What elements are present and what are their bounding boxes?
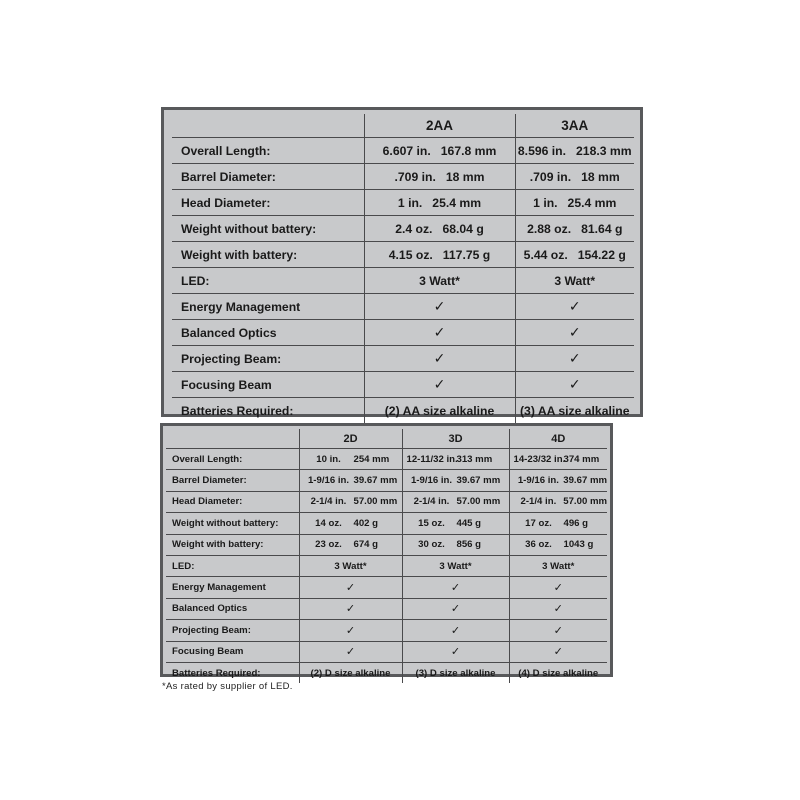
imperial-value: 2-1/4 in.: [520, 496, 557, 508]
checkmark-icon: ✓: [450, 581, 461, 595]
spec-value-cell: [299, 555, 402, 576]
feature-check-cell: [515, 320, 634, 346]
row-label: Barrel Diameter:: [166, 470, 299, 491]
feature-check-cell: [364, 294, 515, 320]
row-label: Head Diameter:: [172, 190, 364, 216]
spec-value-cell: [515, 398, 634, 424]
row-label: Energy Management: [166, 577, 299, 598]
feature-check-cell: [299, 641, 402, 662]
checkmark-icon: ✓: [553, 581, 563, 595]
column-header: 3AA: [515, 114, 634, 138]
column-header: 2D: [299, 429, 402, 449]
row-label: Balanced Optics: [166, 598, 299, 619]
imperial-value: 14 oz.: [315, 517, 342, 529]
row-label: Focusing Beam: [172, 372, 364, 398]
spec-value: 3 Watt*: [542, 560, 575, 572]
spec-table-aa: [172, 114, 634, 423]
spec-value-cell: [364, 242, 515, 268]
feature-check-cell: [402, 641, 509, 662]
imperial-value: 1-9/16 in.: [307, 475, 350, 487]
metric-value: 674 g: [353, 539, 379, 551]
feature-check-cell: [515, 372, 634, 398]
imperial-value: 17 oz.: [525, 517, 552, 529]
table-row: [166, 449, 607, 470]
spec-panel-d: [160, 423, 613, 677]
row-label: LED:: [172, 268, 364, 294]
checkmark-icon: ✓: [568, 350, 581, 367]
feature-check-cell: [299, 620, 402, 641]
spec-value-cell: [299, 513, 402, 534]
row-label: Overall Length:: [166, 449, 299, 470]
imperial-value: 2-1/4 in.: [413, 496, 450, 508]
table-row: [172, 268, 634, 294]
metric-value: 39.67 mm: [353, 475, 398, 487]
metric-value: 68.04 g: [442, 221, 484, 236]
metric-value: 81.64 g: [581, 221, 623, 236]
imperial-value: 2.88 oz.: [527, 221, 572, 236]
row-label: Weight without battery:: [172, 216, 364, 242]
spec-value-cell: [515, 268, 634, 294]
imperial-value: 4.15 oz.: [388, 247, 433, 262]
imperial-value: 8.596 in.: [517, 143, 567, 158]
feature-check-cell: [402, 620, 509, 641]
table-row: [172, 190, 634, 216]
metric-value: 39.67 mm: [456, 475, 501, 487]
feature-check-cell: [509, 577, 607, 598]
spec-value-cell: [402, 662, 509, 683]
spec-value-cell: [509, 534, 607, 555]
metric-value: 117.75 g: [442, 247, 491, 262]
feature-check-cell: [299, 598, 402, 619]
imperial-value: 12-11/32 in.: [406, 453, 458, 465]
row-label: Weight without battery:: [166, 513, 299, 534]
metric-value: 167.8 mm: [440, 143, 497, 158]
checkmark-icon: ✓: [345, 645, 356, 659]
row-label: Head Diameter:: [166, 491, 299, 512]
table-row: [166, 598, 607, 619]
feature-check-cell: [299, 577, 402, 598]
feature-check-cell: [509, 641, 607, 662]
checkmark-icon: ✓: [450, 645, 461, 659]
column-header: 2AA: [364, 114, 515, 138]
spec-value-cell: [509, 513, 607, 534]
spec-value-cell: [515, 138, 634, 164]
spec-value-cell: [364, 216, 515, 242]
metric-value: 402 g: [353, 517, 379, 529]
spec-value-cell: [402, 491, 509, 512]
metric-value: 445 g: [456, 517, 482, 529]
imperial-value: 2-1/4 in.: [310, 496, 347, 508]
table-row: [166, 641, 607, 662]
metric-value: 254 mm: [353, 453, 390, 465]
feature-check-cell: [509, 598, 607, 619]
feature-check-cell: [402, 598, 509, 619]
metric-value: 374 mm: [563, 453, 600, 465]
feature-check-cell: [515, 294, 634, 320]
spec-value-cell: [509, 662, 607, 683]
imperial-value: 30 oz.: [418, 539, 445, 551]
table-row: [172, 138, 634, 164]
table-row: [166, 513, 607, 534]
feature-check-cell: [509, 620, 607, 641]
imperial-value: 15 oz.: [418, 517, 445, 529]
row-label: Focusing Beam: [166, 641, 299, 662]
table-row: [166, 620, 607, 641]
spec-value: 3 Watt*: [554, 273, 596, 288]
row-label: Balanced Optics: [172, 320, 364, 346]
spec-value-cell: [299, 662, 402, 683]
table-row: [166, 577, 607, 598]
row-label: Batteries Required:: [172, 667, 261, 679]
spec-value-cell: [299, 449, 402, 470]
checkmark-icon: ✓: [433, 376, 446, 393]
spec-value: (4) D size alkaline: [518, 667, 599, 679]
checkmark-icon: ✓: [450, 602, 461, 616]
table-row: [172, 242, 634, 268]
table-row: [172, 164, 634, 190]
spec-value-cell: [402, 555, 509, 576]
checkmark-icon: ✓: [553, 645, 563, 659]
imperial-value: 10 in.: [316, 453, 341, 465]
spec-value-cell: [364, 164, 515, 190]
spec-value-cell: [515, 216, 634, 242]
spec-value-cell: [509, 491, 607, 512]
imperial-value: 1-9/16 in.: [410, 475, 453, 487]
metric-value: 18 mm: [581, 169, 620, 184]
checkmark-icon: ✓: [345, 623, 356, 637]
checkmark-icon: ✓: [345, 581, 356, 595]
checkmark-icon: ✓: [450, 623, 461, 637]
spec-value-cell: [364, 190, 515, 216]
imperial-value: 6.607 in.: [382, 143, 431, 158]
table-header-row: [166, 429, 607, 449]
metric-value: 57.00 mm: [563, 496, 607, 508]
table-row: [172, 294, 634, 320]
table-row: [166, 534, 607, 555]
row-label: Weight with battery:: [172, 242, 364, 268]
metric-value: 856 g: [456, 539, 482, 551]
row-label: Projecting Beam:: [172, 346, 364, 372]
imperial-value: 1-9/16 in.: [517, 475, 559, 487]
spec-value-cell: [299, 470, 402, 491]
metric-value: 39.67 mm: [563, 475, 607, 487]
spec-value-cell: [299, 534, 402, 555]
feature-check-cell: [364, 320, 515, 346]
checkmark-icon: ✓: [568, 376, 581, 393]
metric-value: 18 mm: [445, 169, 485, 184]
row-label: LED:: [166, 555, 299, 576]
imperial-value: 1 in.: [533, 195, 558, 210]
spec-value-cell: [509, 555, 607, 576]
table-row: [172, 346, 634, 372]
imperial-value: 23 oz.: [315, 539, 342, 551]
table-row: [172, 320, 634, 346]
spec-value: 3 Watt*: [334, 560, 367, 572]
column-header: 4D: [509, 429, 607, 449]
spec-value-cell: [364, 398, 515, 424]
imperial-value: .709 in.: [394, 169, 436, 184]
spec-value-cell: [402, 470, 509, 491]
metric-value: 496 g: [563, 517, 589, 529]
metric-value: 154.22 g: [577, 247, 626, 262]
checkmark-icon: ✓: [433, 350, 446, 367]
row-label: Energy Management: [172, 294, 364, 320]
header-blank: [172, 114, 364, 138]
metric-value: 57.00 mm: [456, 496, 501, 508]
checkmark-icon: ✓: [345, 602, 356, 616]
spec-panel-aa: [161, 107, 643, 417]
spec-value: (2) AA size alkaline: [384, 403, 495, 418]
imperial-value: 1 in.: [397, 195, 423, 210]
footnote: *As rated by supplier of LED.: [162, 681, 293, 692]
spec-value-cell: [402, 513, 509, 534]
checkmark-icon: ✓: [568, 298, 581, 315]
imperial-value: 14-23/32 in.: [513, 453, 566, 465]
table-row: [172, 372, 634, 398]
spec-value-cell: [515, 242, 634, 268]
imperial-value: 2.4 oz.: [395, 221, 433, 236]
spec-value: (3) AA size alkaline: [519, 403, 630, 418]
spec-value-cell: [364, 138, 515, 164]
metric-value: 25.4 mm: [432, 195, 482, 210]
spec-value: 3 Watt*: [419, 273, 460, 288]
row-label: Weight with battery:: [166, 534, 299, 555]
table-row: [172, 398, 634, 424]
spec-value: 3 Watt*: [439, 560, 472, 572]
checkmark-icon: ✓: [433, 324, 446, 341]
spec-value-cell: [509, 449, 607, 470]
feature-check-cell: [364, 346, 515, 372]
metric-value: 25.4 mm: [567, 195, 617, 210]
feature-check-cell: [515, 346, 634, 372]
table-row: [172, 216, 634, 242]
metric-value: 57.00 mm: [353, 496, 398, 508]
checkmark-icon: ✓: [433, 298, 446, 315]
imperial-value: 36 oz.: [525, 539, 552, 551]
spec-table-d: [166, 429, 607, 683]
imperial-value: 5.44 oz.: [523, 247, 568, 262]
row-label: Projecting Beam:: [166, 620, 299, 641]
row-label: Barrel Diameter:: [172, 164, 364, 190]
header-blank: [166, 429, 299, 449]
spec-value-cell: [402, 534, 509, 555]
spec-value: (3) D size alkaline: [415, 667, 496, 679]
table-row: [166, 470, 607, 491]
row-label: Batteries Required:: [181, 403, 294, 418]
table-row: [166, 555, 607, 576]
table-row: [166, 491, 607, 512]
spec-value-cell: [515, 190, 634, 216]
spec-value-cell: [364, 268, 515, 294]
feature-check-cell: [402, 577, 509, 598]
checkmark-icon: ✓: [553, 623, 563, 637]
spec-value-cell: [402, 449, 509, 470]
checkmark-icon: ✓: [553, 602, 563, 616]
spec-value-cell: [299, 491, 402, 512]
spec-value-cell: [509, 470, 607, 491]
metric-value: 1043 g: [563, 539, 594, 551]
column-header: 3D: [402, 429, 509, 449]
feature-check-cell: [364, 372, 515, 398]
spec-value-cell: [515, 164, 634, 190]
checkmark-icon: ✓: [568, 324, 581, 341]
spec-value: (2) D size alkaline: [310, 667, 391, 679]
metric-value: 313 mm: [456, 453, 493, 465]
table-header-row: [172, 114, 634, 138]
metric-value: 218.3 mm: [576, 143, 632, 158]
row-label: Overall Length:: [172, 138, 364, 164]
imperial-value: .709 in.: [529, 169, 572, 184]
